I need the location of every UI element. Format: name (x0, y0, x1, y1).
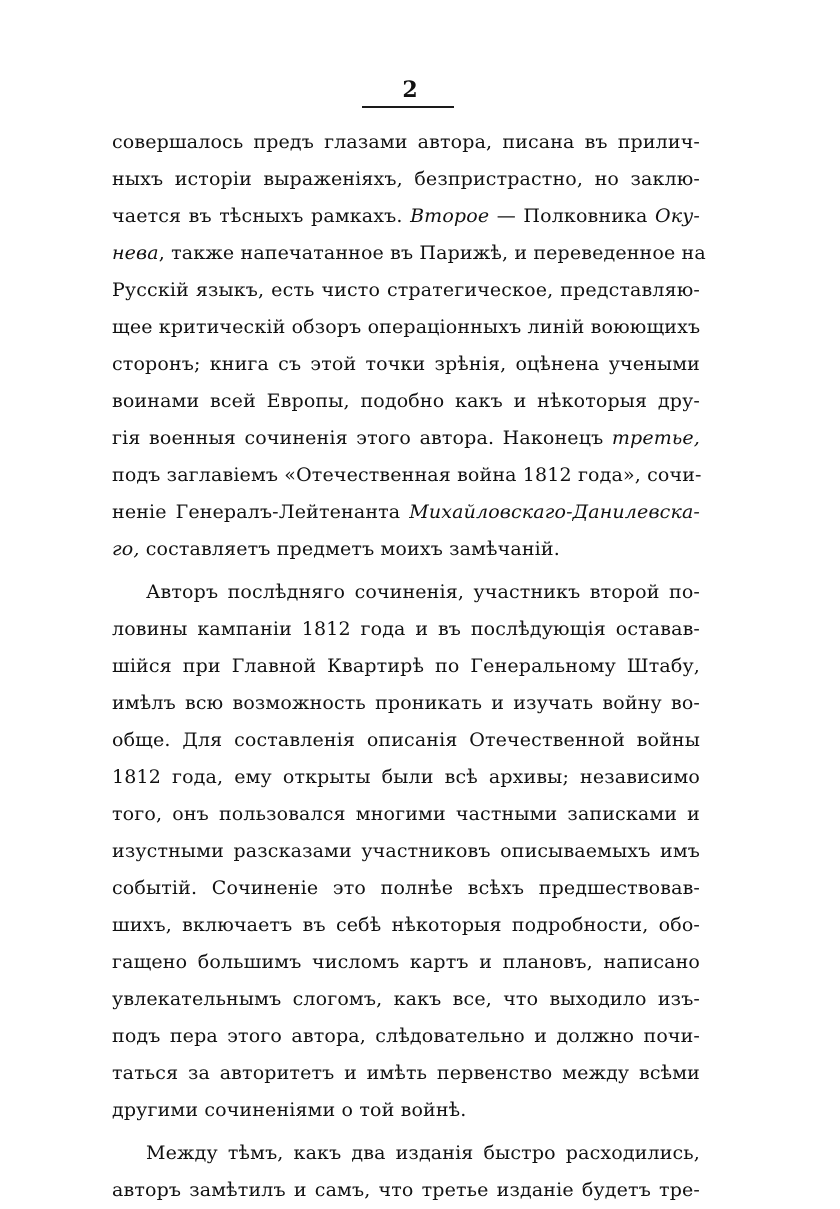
text-line: совершалось предъ глазами автора, писана въ прилич- (112, 131, 700, 153)
text-line: воинами всей Европы, подобно какъ и нѣкоторыя дру- (112, 390, 700, 412)
text-line: Авторъ послѣдняго сочиненія, участникъ второй по- (146, 581, 700, 603)
text-line: гія военныя сочиненія этого автора. Наконецъ третье, (112, 427, 700, 449)
text-line: го, составляетъ предметъ моихъ замѣчаній. (112, 538, 560, 560)
paragraph-1 (112, 124, 706, 568)
text-line: сторонъ; книга съ этой точки зрѣнія, оцѣнена учеными (112, 353, 700, 375)
text-line: чается въ тѣсныхъ рамкахъ. Второе — Полковника Оку- (112, 205, 700, 227)
text-line: Между тѣмъ, какъ два изданія быстро расходились, (146, 1142, 700, 1164)
page-number: 2 (402, 77, 418, 103)
text-line: другими сочиненіями о той войнѣ. (112, 1099, 467, 1121)
text-line: ловины кампаніи 1812 года и въ послѣдующія оставав- (112, 618, 700, 640)
text-line: событій. Сочиненіе это полнѣе всѣхъ предшествовав- (112, 877, 700, 899)
text-line: щее критическій обзоръ операціонныхъ линій воюющихъ (112, 316, 701, 338)
text-line: авторъ замѣтилъ и самъ, что третье изданіе будетъ тре- (112, 1179, 700, 1201)
text-line: 1812 года, ему открыты были всѣ архивы; независимо (112, 766, 700, 788)
text-line: Русскій языкъ, есть чисто стратегическое, представляю- (112, 279, 700, 301)
text-line: шихъ, включаетъ въ себѣ нѣкоторыя подробности, обо- (112, 914, 700, 936)
body-text (112, 124, 706, 1209)
text-line: изустными разсказами участниковъ описываемыхъ имъ (112, 840, 700, 862)
paragraph-3 (112, 1135, 700, 1209)
text-line: обще. Для составленія описанія Отечественной войны (112, 729, 700, 751)
header-rule (362, 106, 454, 108)
text-line: шійся при Главной Квартирѣ по Генеральному Штабу, (112, 655, 700, 677)
text-line: того, онъ пользовался многими частными записками и (112, 803, 700, 825)
text-line: гащено большимъ числомъ картъ и плановъ, написано (112, 951, 700, 973)
text-line: подъ пера этого автора, слѣдовательно и должно почи- (112, 1025, 700, 1047)
text-line: подъ заглавіемъ «Отечественная война 1812 года», сочи- (112, 464, 702, 486)
text-line: ныхъ исторіи выраженіяхъ, безпристрастно, но заклю- (112, 168, 700, 190)
paragraph-2 (112, 574, 700, 1129)
text-line: таться за авторитетъ и имѣть первенство между всѣми (112, 1062, 700, 1084)
text-line: увлекательнымъ слогомъ, какъ все, что выходило изъ- (112, 988, 700, 1010)
text-line: нева, также напечатанное въ Парижѣ, и переведенное на (112, 242, 706, 264)
text-line: неніе Генералъ-Лейтенанта Михайловскаго-Данилевска- (112, 501, 700, 523)
text-line: имѣлъ всю возможность проникать и изучать войну во- (112, 692, 700, 714)
